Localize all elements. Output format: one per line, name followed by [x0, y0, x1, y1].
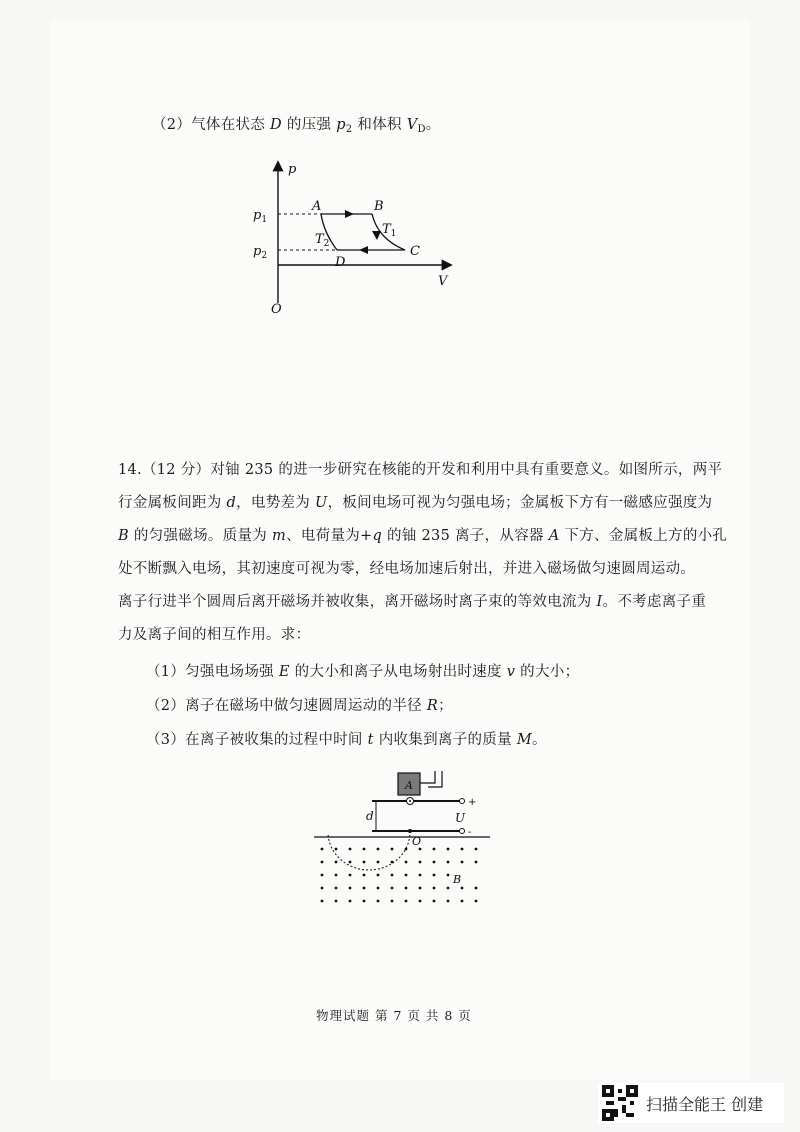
text: p	[336, 117, 346, 133]
field-dot	[447, 874, 450, 877]
text: 下方、金属板上方的小孔	[559, 528, 728, 544]
field-dot	[377, 861, 380, 864]
text: 1	[261, 215, 268, 225]
container-pipe	[420, 771, 442, 787]
d-label: d	[366, 809, 374, 823]
field-dot	[321, 861, 324, 864]
text: （3）在离子被收集的过程中时间	[146, 732, 368, 748]
field-dot	[363, 874, 366, 877]
field-dot	[419, 887, 422, 890]
field-dot	[405, 887, 408, 890]
field-dot	[433, 900, 436, 903]
field-dot	[475, 848, 478, 851]
text: 的大小；	[515, 664, 580, 680]
field-dot	[363, 887, 366, 890]
text: A	[548, 528, 560, 544]
field-dot	[377, 900, 380, 903]
field-dot	[461, 848, 464, 851]
field-dot	[461, 900, 464, 903]
field-dot	[461, 861, 464, 864]
text: I	[596, 594, 603, 610]
field-dot	[363, 900, 366, 903]
text: T	[382, 222, 391, 237]
field-dot	[405, 861, 408, 864]
container-a-label: A	[405, 779, 413, 792]
field-dot	[475, 861, 478, 864]
scanner-label: 扫描全能王 创建	[646, 1095, 764, 1114]
q14-sub-2	[146, 694, 453, 715]
field-dot	[377, 887, 380, 890]
text: T	[315, 232, 324, 247]
text: 2	[323, 239, 330, 249]
text: （2）气体在状态	[152, 117, 271, 133]
text: 内收集到离子的质量	[373, 732, 517, 748]
field-dot	[391, 874, 394, 877]
field-dot	[405, 900, 408, 903]
field-dot	[335, 887, 338, 890]
bottom-terminal	[460, 829, 465, 834]
field-dot	[391, 848, 394, 851]
pv-diagram	[250, 155, 460, 320]
text: （1）匀强电场场强	[146, 664, 279, 680]
q13-part2	[152, 113, 441, 135]
axis-v-label: V	[438, 274, 448, 289]
text: d	[226, 495, 237, 511]
text: D	[417, 124, 426, 135]
text: R	[426, 698, 439, 714]
axis-p-label: p	[288, 162, 297, 177]
text: 行金属板间距为	[118, 495, 227, 511]
field-dot	[363, 861, 366, 864]
top-terminal	[460, 799, 465, 804]
field-dot	[349, 848, 352, 851]
text: ，电势差为	[236, 495, 316, 511]
field-dot	[461, 887, 464, 890]
AB-arrow	[345, 210, 354, 218]
page-footer: 物理试题 第 7 页 共 8 页	[316, 1008, 472, 1023]
text: M	[516, 732, 532, 748]
q14-line-6: 力及离子间的相互作用。求：	[118, 627, 311, 643]
text: t	[367, 732, 374, 748]
text: 。不考虑离子重	[602, 594, 707, 610]
field-dot	[419, 861, 422, 864]
scanner-watermark	[598, 1083, 784, 1123]
field-dot	[419, 874, 422, 877]
field-dot	[433, 887, 436, 890]
field-dot	[321, 874, 324, 877]
b-label: B	[453, 873, 462, 886]
text: 。	[531, 732, 547, 748]
field-dot	[419, 900, 422, 903]
p2-label	[253, 244, 267, 261]
field-dot	[349, 874, 352, 877]
q14-sub-3	[146, 728, 547, 749]
field-dot	[433, 874, 436, 877]
text: q	[372, 528, 383, 544]
field-dot	[335, 861, 338, 864]
text: （2）离子在磁场中做匀速圆周运动的半径	[146, 698, 427, 714]
field-dot	[321, 900, 324, 903]
text: D	[270, 117, 282, 133]
field-dot	[391, 861, 394, 864]
text: 离子行进半个圆周后离开磁场并被收集，离开磁场时离子束的等效电流为	[118, 594, 597, 610]
text: m	[272, 528, 287, 544]
text: 2	[345, 124, 353, 135]
q14-sub-1	[146, 660, 579, 681]
field-dot	[349, 887, 352, 890]
text: B	[118, 528, 129, 544]
mass-spectrometer-diagram	[300, 765, 500, 915]
CD-arrow	[359, 246, 368, 254]
u-label: U	[455, 811, 466, 825]
text: v	[506, 664, 516, 680]
t1-label	[382, 222, 396, 239]
field-dot	[419, 848, 422, 851]
text: 的压强	[281, 117, 337, 133]
point-d-label: D	[335, 255, 346, 270]
field-dot	[349, 900, 352, 903]
text: 的匀强磁场。质量为	[128, 528, 272, 544]
field-dot	[447, 848, 450, 851]
point-a-label: A	[312, 199, 322, 214]
point-c-label: C	[410, 244, 420, 259]
text: E	[278, 664, 290, 680]
origin-label: O	[271, 302, 282, 317]
field-dot	[377, 848, 380, 851]
field-dot	[363, 848, 366, 851]
field-dot	[391, 900, 394, 903]
text: 的铀 235 离子，从容器	[382, 528, 549, 544]
point-b-label: B	[374, 199, 384, 214]
field-dot	[405, 874, 408, 877]
field-dot	[335, 848, 338, 851]
field-dot	[447, 861, 450, 864]
text: p	[253, 244, 262, 259]
text: V	[406, 117, 418, 133]
text: ，板间电场可视为匀强电场；金属板下方有一磁感应强度为	[327, 495, 713, 511]
text: 2	[261, 251, 268, 261]
field-dot	[321, 887, 324, 890]
entry-hole-dot	[409, 800, 411, 802]
q14-line-2	[118, 491, 712, 512]
field-dot	[447, 887, 450, 890]
field-dot	[391, 887, 394, 890]
text: 、电荷量为+	[286, 528, 373, 544]
minus-label: -	[468, 827, 472, 838]
field-dot	[335, 900, 338, 903]
text: 和体积	[352, 117, 407, 133]
q14-line-3	[118, 524, 727, 545]
field-dot	[433, 861, 436, 864]
field-dot	[447, 900, 450, 903]
text: U	[315, 495, 328, 511]
q14-line-5	[118, 590, 706, 611]
o-label: O	[412, 835, 422, 848]
qr-code-icon	[602, 1085, 638, 1121]
field-dot	[335, 874, 338, 877]
p1-label	[253, 208, 267, 225]
text: ；	[438, 698, 453, 714]
BC-arrow	[372, 231, 381, 240]
field-dot	[349, 861, 352, 864]
text: 1	[390, 229, 397, 239]
text: 。	[425, 117, 441, 133]
field-dot	[377, 874, 380, 877]
q14-line-1: 14.（12 分）对铀 235 的进一步研究在核能的开发和利用中具有重要意义。如图所示，两平	[118, 462, 723, 478]
field-dot	[321, 848, 324, 851]
field-dot	[405, 848, 408, 851]
field-dot	[475, 900, 478, 903]
field-dot	[475, 887, 478, 890]
field-dot	[433, 848, 436, 851]
text: 的大小和离子从电场射出时速度	[289, 664, 507, 680]
q14-line-4: 处不断飘入电场，其初速度可视为零，经电场加速后射出，并进入磁场做匀速圆周运动。	[118, 561, 696, 577]
text: p	[253, 208, 262, 223]
plus-label: +	[468, 797, 477, 808]
